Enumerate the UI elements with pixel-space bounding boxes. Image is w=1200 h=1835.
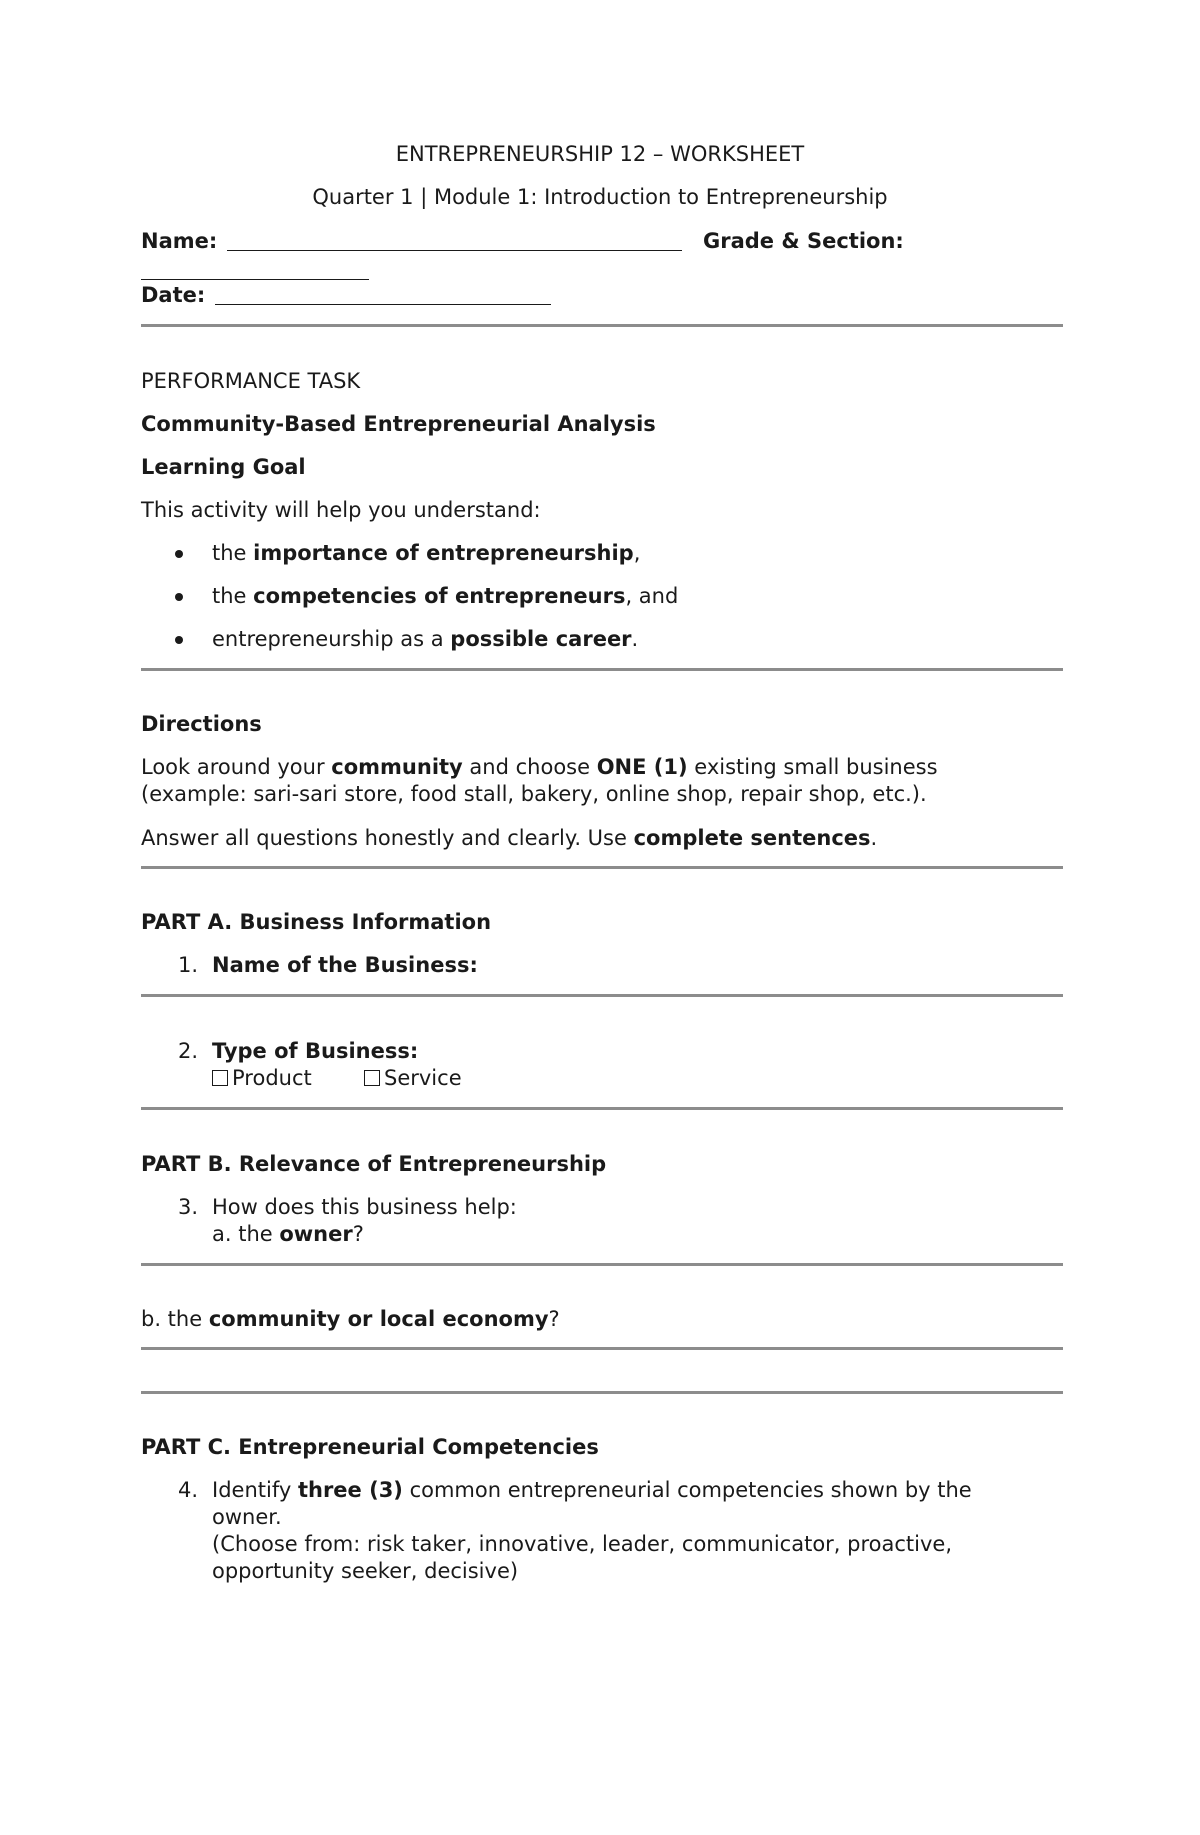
directions-examples: (example: sari-sari store, food stall, bakery, online shop, repair shop, etc.). — [141, 782, 927, 806]
part-a-heading: PART A. Business Information — [141, 910, 492, 934]
directions-instruction: Answer all questions honestly and clearly. Use complete sentences. — [141, 826, 878, 850]
competency-choices-line2: opportunity seeker, decisive) — [212, 1559, 519, 1583]
worksheet-subtitle: Quarter 1 | Module 1: Introduction to Entrepreneurship — [312, 185, 888, 209]
question-competencies: Identify three (3) common entrepreneurial competencies shown by the — [212, 1478, 972, 1502]
part-c-heading: PART C. Entrepreneurial Competencies — [141, 1435, 599, 1459]
divider — [141, 1107, 1063, 1110]
date-blank[interactable] — [215, 284, 551, 305]
checkbox-icon[interactable] — [212, 1070, 228, 1086]
divider — [141, 324, 1063, 327]
question-business-type: Type of Business: — [212, 1039, 419, 1063]
divider — [141, 866, 1063, 869]
part-b-heading: PART B. Relevance of Entrepreneurship — [141, 1152, 607, 1176]
performance-task-label: PERFORMANCE TASK — [141, 369, 361, 393]
learning-goal-heading: Learning Goal — [141, 455, 306, 479]
subquestion-community: b. the community or local economy? — [141, 1307, 560, 1331]
bullet-icon — [175, 593, 183, 601]
competency-choices: (Choose from: risk taker, innovative, leader, communicator, proactive, — [212, 1532, 953, 1556]
bullet-icon — [175, 636, 183, 644]
name-label: Name: — [141, 229, 218, 253]
question-relevance: How does this business help: — [212, 1195, 517, 1219]
question-business-name: Name of the Business: — [212, 953, 478, 977]
option-product[interactable]: Product — [212, 1065, 312, 1091]
grade-section-blank[interactable] — [141, 259, 369, 280]
grade-section-label: Grade & Section: — [703, 229, 904, 253]
list-item: the importance of entrepreneurship, — [212, 541, 641, 565]
list-item: the competencies of entrepreneurs, and — [212, 584, 679, 608]
list-item: entrepreneurship as a possible career. — [212, 627, 639, 651]
bullet-icon — [175, 550, 183, 558]
task-title: Community-Based Entrepreneurial Analysis — [141, 412, 656, 436]
question-competencies-line2: owner. — [212, 1505, 282, 1529]
divider — [141, 668, 1063, 671]
checkbox-icon[interactable] — [364, 1070, 380, 1086]
question-number: 1. — [177, 953, 198, 977]
directions-line: Look around your community and choose ONE (1) existing small business — [141, 755, 938, 779]
answer-line[interactable] — [141, 1263, 1063, 1266]
worksheet-title: ENTREPRENEURSHIP 12 – WORKSHEET — [395, 142, 805, 166]
name-blank[interactable] — [227, 230, 682, 251]
option-service[interactable]: Service — [364, 1065, 462, 1091]
question-number: 2. — [177, 1039, 198, 1063]
subquestion-owner: a. the owner? — [212, 1222, 364, 1246]
answer-line[interactable] — [141, 1391, 1063, 1394]
question-number: 4. — [177, 1478, 198, 1502]
learning-goal-intro: This activity will help you understand: — [141, 498, 541, 522]
question-number: 3. — [177, 1195, 198, 1219]
date-label: Date: — [141, 283, 206, 307]
directions-heading: Directions — [141, 712, 262, 736]
answer-line[interactable] — [141, 1347, 1063, 1350]
answer-line[interactable] — [141, 994, 1063, 997]
